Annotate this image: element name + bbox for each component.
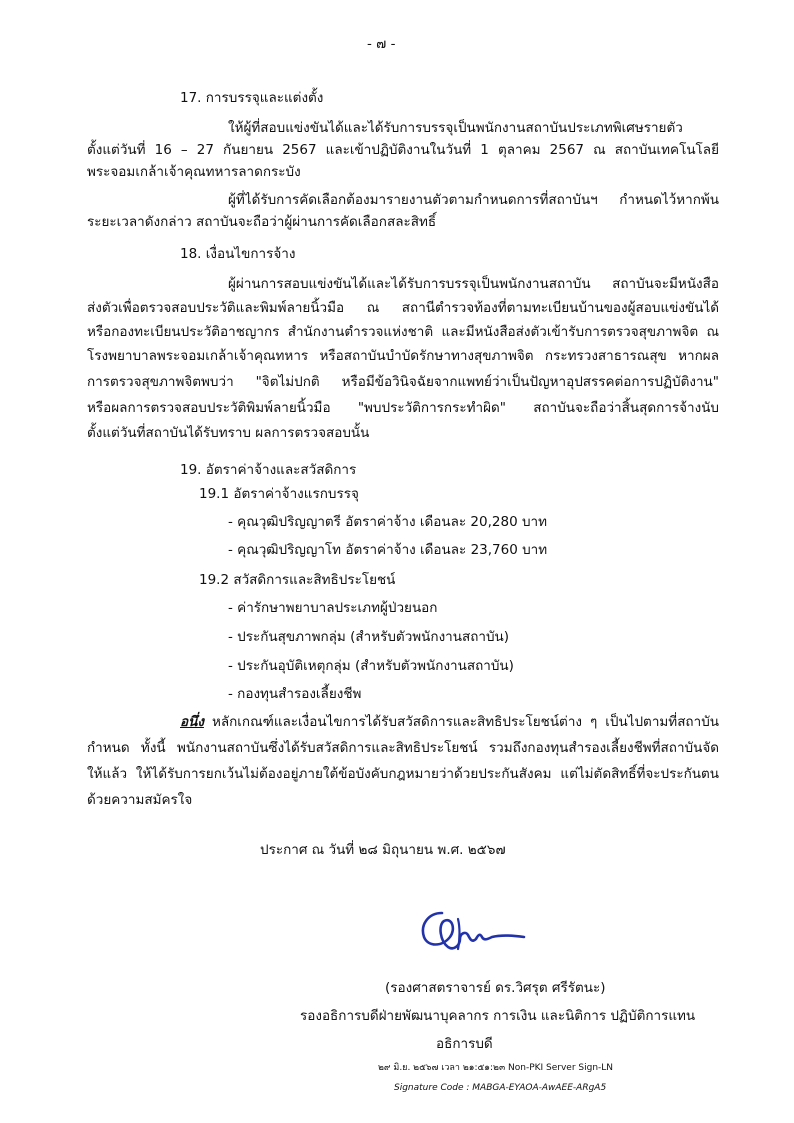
signature-image xyxy=(414,905,544,960)
s19-2-heading: 19.2 สวัสดิการและสิทธิประโยชน์ xyxy=(199,572,396,588)
signature-code: Signature Code : MABGA-EYAOA-AwAEE-ARgA5 xyxy=(394,1083,607,1093)
s17-p1-line3: พระจอมเกล้าเจ้าคุณทหารลาดกระบัง xyxy=(87,164,301,180)
page-number: - ๗ - xyxy=(367,36,396,52)
s18-line3: หรือกองทะเบียนประวัติอาชญากร สำนักงานตำรวจแห่งชาติ และมีหนังสือส่งตัวเข้ารับการตรวจสุขภาพจิต ณ xyxy=(87,324,719,340)
s18-line7: ตั้งแต่วันที่สถาบันได้รับทราบ ผลการตรวจสอบนั้น xyxy=(87,425,370,441)
signer-name: (รองศาสตราจารย์ ดร.วิศรุต ศรีรัตนะ) xyxy=(385,980,606,996)
wage-bachelor: - คุณวุฒิปริญญาตรี อัตราค่าจ้าง เดือนละ 20,280 บาท xyxy=(228,514,548,530)
note-line3: ให้แล้ว ให้ได้รับการยกเว้นไม่ต้องอยู่ภายใต้ข้อบังคับกฎหมายว่าด้วยประกันสังคม แต่ไม่ตัดสิทธิ์ที่จะประกันตน xyxy=(87,766,719,782)
note-line4: ด้วยความสมัครใจ xyxy=(87,792,193,808)
s17-p1-line1: ให้ผู้ที่สอบแข่งขันได้และได้รับการบรรจุเป็นพนักงานสถาบันประเภทพิเศษรายตัว xyxy=(228,120,683,136)
s18-line6: หรือผลการตรวจสอบประวัติพิมพ์ลายนิ้วมือ "พบประวัติการกระทำผิด" สถาบันจะถือว่าสิ้นสุดการจ้างนับ xyxy=(87,400,719,416)
signer-position: รองอธิการบดีฝ่ายพัฒนาบุคลากร การเงิน และนิติการ ปฏิบัติการแทน xyxy=(300,1008,696,1024)
s18-line4: โรงพยาบาลพระจอมเกล้าเจ้าคุณทหาร หรือสถาบันบำบัดรักษาทางสุขภาพจิต กระทรวงสาธารณสุข หากผล xyxy=(87,348,719,364)
note-first-text: หลักเกณฑ์และเงื่อนไขการได้รับสวัสดิการและสิทธิประโยชน์ต่าง ๆ เป็นไปตามที่สถาบัน xyxy=(203,714,719,730)
s17-p1-line2: ตั้งแต่วันที่ 16 – 27 กันยายน 2567 และเข้าปฏิบัติงานในวันที่ 1 ตุลาคม 2567 ณ สถาบันเทคโนโลยี xyxy=(87,142,719,158)
esign-timestamp: ๒๙ มิ.ย. ๒๕๖๗ เวลา ๒๑:๕๑:๒๓ Non-PKI Server Sign-LN xyxy=(378,1063,614,1073)
section-18-heading: 18. เงื่อนไขการจ้าง xyxy=(180,246,296,262)
benefit-item: - ประกันอุบัติเหตุกลุ่ม (สำหรับตัวพนักงานสถาบัน) xyxy=(228,658,514,674)
s18-line2: ส่งตัวเพื่อตรวจสอบประวัติและพิมพ์ลายนิ้วมือ ณ สถานีตำรวจท้องที่ตามทะเบียนบ้านของผู้สอบแข่งขันได้ xyxy=(87,300,719,316)
note-label: อนึ่ง xyxy=(180,714,204,730)
benefit-item: - ค่ารักษาพยาบาลประเภทผู้ป่วยนอก xyxy=(228,600,438,616)
wage-master: - คุณวุฒิปริญญาโท อัตราค่าจ้าง เดือนละ 23,760 บาท xyxy=(228,542,548,558)
signer-position-2: อธิการบดี xyxy=(436,1036,493,1052)
announcement-date: ประกาศ ณ วันที่ ๒๘ มิถุนายน พ.ศ. ๒๕๖๗ xyxy=(260,842,506,858)
s19-1-heading: 19.1 อัตราค่าจ้างแรกบรรจุ xyxy=(199,486,359,502)
section-17-heading: 17. การบรรจุและแต่งตั้ง xyxy=(180,90,324,106)
section-19-heading: 19. อัตราค่าจ้างและสวัสดิการ xyxy=(180,462,357,478)
s18-line1: ผู้ผ่านการสอบแข่งขันได้และได้รับการบรรจุเป็นพนักงานสถาบัน สถาบันจะมีหนังสือ xyxy=(228,276,719,292)
s17-p2-line2: ระยะเวลาดังกล่าว สถาบันจะถือว่าผู้ผ่านการคัดเลือกสละสิทธิ์ xyxy=(87,214,437,230)
benefit-item: - กองทุนสำรองเลี้ยงชีพ xyxy=(228,686,362,702)
s17-p2-line1: ผู้ที่ได้รับการคัดเลือกต้องมารายงานตัวตามกำหนดการที่สถาบันฯ กำหนดไว้หากพ้น xyxy=(228,192,719,208)
note-line2: กำหนด ทั้งนี้ พนักงานสถาบันซึ่งได้รับสวัสดิการและสิทธิประโยชน์ รวมถึงกองทุนสำรองเลี้ยงชีพที่สถาบันจัด xyxy=(87,740,719,756)
note-line1 xyxy=(180,710,719,732)
s18-line5: การตรวจสุขภาพจิตพบว่า "จิตไม่ปกติ หรือมีข้อวินิจฉัยจากแพทย์ว่าเป็นปัญหาอุปสรรคต่อการปฏิบัติงาน" xyxy=(87,374,719,390)
benefit-item: - ประกันสุขภาพกลุ่ม (สำหรับตัวพนักงานสถาบัน) xyxy=(228,629,510,645)
